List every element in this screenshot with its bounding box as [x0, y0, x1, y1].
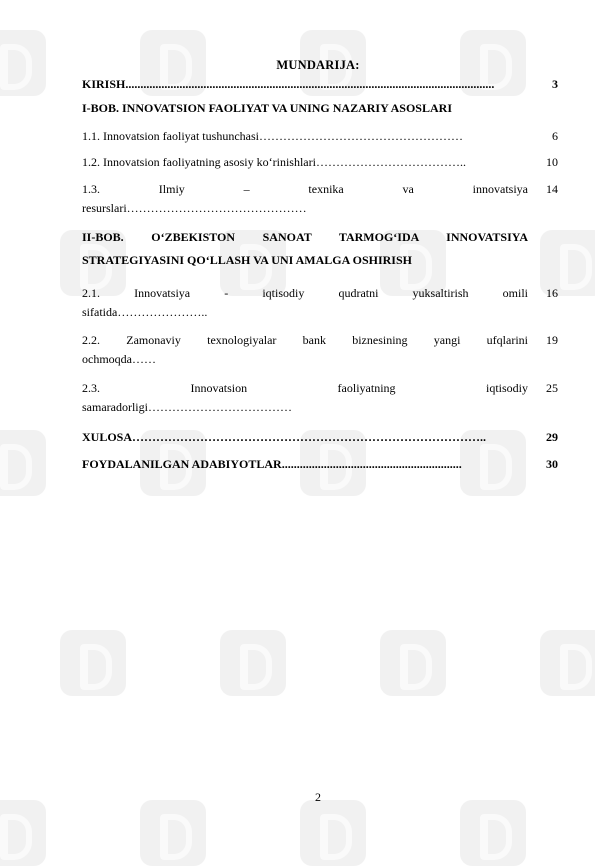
watermark-logo-icon [380, 630, 446, 696]
page-number: 2 [315, 790, 321, 804]
toc-page-number: 29 [546, 430, 558, 444]
toc-entry-text: II-BOB. OʻZBEKISTON SANOAT TARMOGʻIDA INNOVATSIYA [82, 230, 528, 244]
toc-entry-text: ochmoqda…… [82, 352, 156, 366]
toc-entry-text: XULOSA…………………………………………………………………………….. [82, 430, 487, 444]
toc-entry-text: 1.2. Innovatsion faoliyatning asosiy koʻrinishlari……………………………….. [82, 155, 466, 169]
watermark-logo-icon [220, 630, 286, 696]
toc-page-number: 30 [546, 457, 558, 471]
toc-page-number: 25 [546, 381, 558, 395]
toc-page-number: 16 [546, 286, 558, 300]
watermark-logo-icon [300, 800, 366, 866]
toc-entry-text: 1.1. Innovatsion faoliyat tushunchasi…………………………………………… [82, 129, 463, 143]
toc-entry-text: FOYDALANILGAN ADABIYOTLAR............................................................ [82, 457, 462, 471]
toc-entry-text: 1.3. Ilmiy – texnika va innovatsiya [82, 182, 528, 196]
toc-page-number: 19 [546, 333, 558, 347]
toc-entry-text: 2.3. Innovatsion faoliyatning iqtisodiy [82, 381, 528, 395]
toc-title: MUNDARIJA: [276, 58, 360, 72]
toc-entry-text: KIRISH........................................................................................................................... [82, 77, 495, 91]
watermark-logo-icon [0, 430, 46, 496]
toc-entry-text: I-BOB. INNOVATSION FAOLIYAT VA UNING NAZARIY ASOSLARI [82, 101, 452, 115]
toc-page-number: 10 [546, 155, 558, 169]
toc-entry-text: 2.2. Zamonaviy texnologiyalar bank biznesining yangi ufqlarini [82, 333, 528, 347]
toc-entry-text: sifatida………………….. [82, 305, 208, 319]
toc-page-number: 3 [552, 77, 558, 91]
watermark-logo-icon [60, 630, 126, 696]
watermark-logo-icon [540, 630, 595, 696]
toc-entry-text: samaradorligi……………………………… [82, 400, 292, 414]
toc-entry-text: STRATEGIYASINI QOʻLLASH VA UNI AMALGA OSHIRISH [82, 253, 412, 267]
toc-entry-text: resurslari……………………………………… [82, 201, 307, 215]
toc-entry-text: 2.1. Innovatsiya - iqtisodiy qudratni yuksaltirish omili [82, 286, 528, 300]
toc-page-number: 6 [552, 129, 558, 143]
watermark-logo-icon [460, 800, 526, 866]
watermark-logo-icon [0, 800, 46, 866]
toc-page-number: 14 [546, 182, 558, 196]
watermark-logo-icon [140, 800, 206, 866]
